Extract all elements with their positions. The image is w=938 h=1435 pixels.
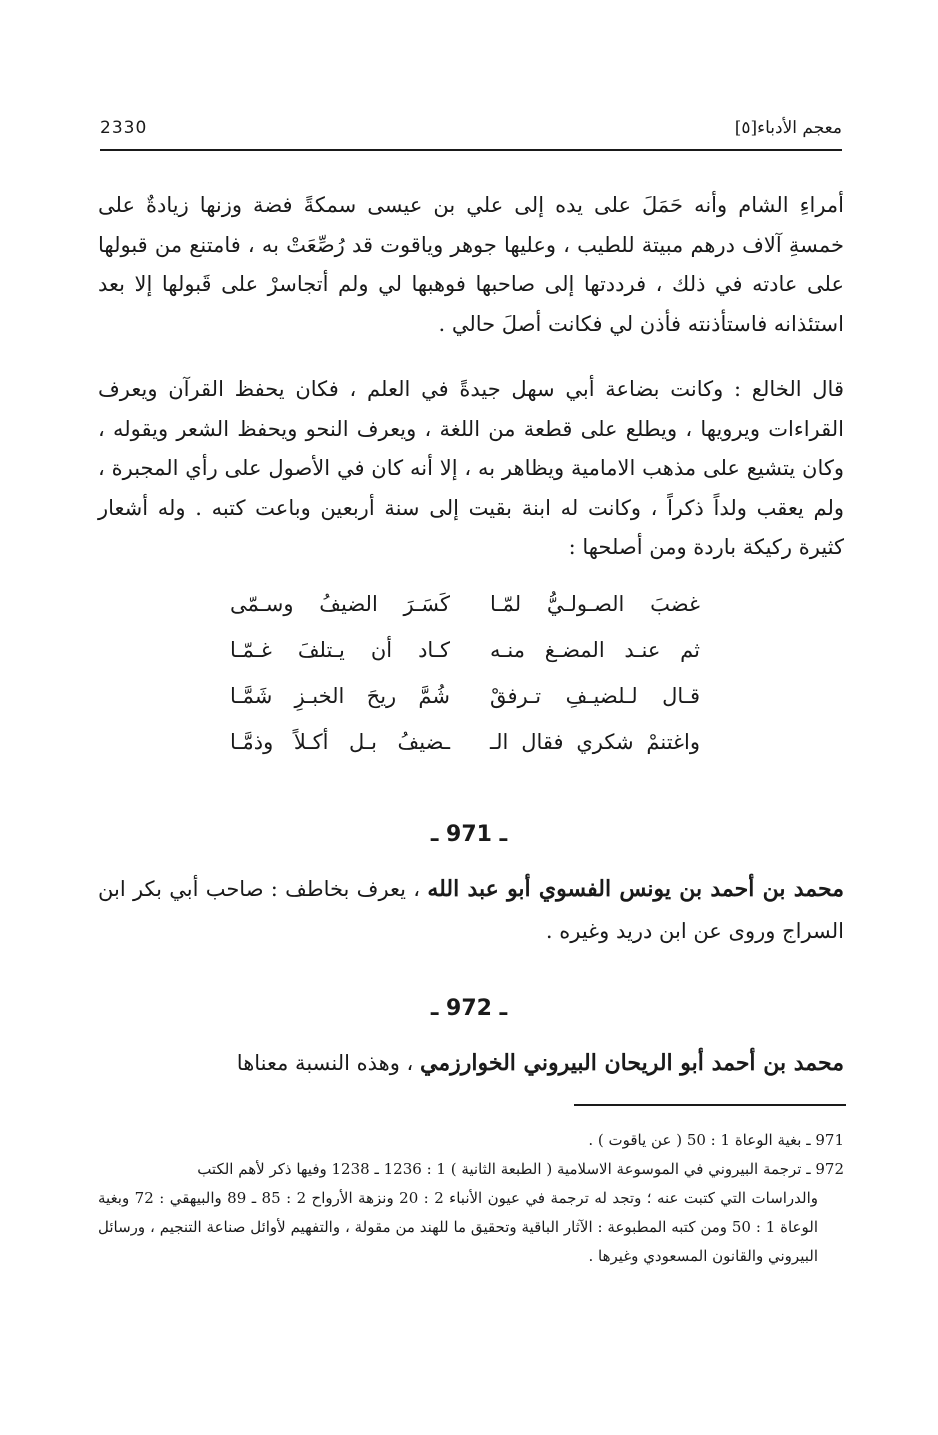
footnote-rule: [574, 1104, 846, 1106]
verse-first-hemistich: غضبَ الصـولـيُّ لمّـا: [490, 592, 700, 616]
book-title: معجم الأدباء[٥]: [734, 118, 842, 138]
footnote-continuation: والدراسات التي كتبت عنه ؛ وتجد له ترجمة في عيون الأنباء 2 : 20 ونزهة الأرواح 2 : 85 ـ 89 والبيهقي : 72 وبغية الوعاة 1 : 50 ومن كتبه المطبوعة : الآثار الباقية وتحقيق ما للهند من مقولة ، والتفهيم لأوائل صناعة التنجيم ، ورسائل البيروني والقانون المسعودي وغيرها .: [98, 1189, 819, 1265]
footnote-text: 972 ـ ترجمة البيروني في الموسوعة الاسلامية ( الطبعة الثانية ) 1 : 1236 ـ 1238 وفيها ذكر لأهم الكتب: [197, 1160, 844, 1178]
entry-number: ـ 971 ـ: [430, 822, 508, 847]
poem: [230, 592, 700, 776]
body-paragraph: قال الخالع : وكانت بضاعة أبي سهل جيدةً في العلم ، فكان يحفظ القرآن ويعرف القراءات ويرويها ، ويطلع على قطعة من اللغة ، ويعرف النحو ويحفظ الشعر ويقوله ، وكان يتشيع على مذهب الامامية ويظاهر به ، إلا أنه كان في الأصول على رأي المجبرة ، ولم يعقب ولداً ذكراً ، وكانت له ابنة بقيت إلى سنة أربعين وباعت كتبه . وله أشعار كثيرة ركيكة باردة ومن أصلحها :: [98, 377, 844, 559]
verse-second-hemistich: كـاد أن يـتلفَ غـمّـا: [230, 638, 450, 662]
page-number: 2330: [100, 118, 148, 138]
footnote: [98, 1155, 844, 1271]
body-paragraph: أمراءِ الشام وأنه حَمَلَ على يده إلى علي بن عيسى سمكةً فضة وزنها زيادةٌ على خمسةِ آلاف درهم مبيتة للطيب ، وعليها جوهر وياقوت قد رُصِّعَتْ به ، فامتنع من قبولها على عادته في ذلك ، فرددتها إلى صاحبها فوهبها لي ولم أتجاسرْ على قَبولها إلا بعد استئذانه فاستأذنته فأذن لي فكانت أصلَ حالي .: [98, 193, 844, 336]
entry-name: محمد بن أحمد أبو الريحان البيروني الخوارزمي: [420, 1050, 844, 1076]
entry-number: ـ 972 ـ: [430, 996, 508, 1021]
header-rule: [100, 149, 842, 151]
poem-verse: [230, 638, 700, 684]
verse-second-hemistich: كَسَـرَ الضيفُ وسـمّى: [230, 592, 450, 616]
verse-first-hemistich: واغتنمْ شكري فقال الـ: [490, 730, 700, 754]
verse-first-hemistich: ثم عنـد المضـغ منـه: [490, 638, 700, 662]
entry-text: ، وهذه النسبة معناها: [236, 1051, 414, 1075]
verse-second-hemistich: ـضيفُ بـل أكـلاً وذمَّـا: [230, 730, 450, 754]
entry-972: [98, 1042, 844, 1084]
verse-second-hemistich: شُمَّ ريحَ الخبـزِ شَمَّـا: [230, 684, 450, 708]
entry-text: ، يعرف بخاطف : صاحب أبي بكر ابن السراج وروى عن ابن دريد وغيره .: [98, 877, 844, 943]
poem-verse: [230, 730, 700, 776]
entry-name: محمد بن أحمد بن يونس الفسوي أبو عبد الله: [427, 876, 844, 902]
running-header: [100, 118, 842, 144]
footnotes: [98, 1126, 844, 1271]
footnote-text: 971 ـ بغية الوعاة 1 : 50 ( عن ياقوت ) .: [588, 1131, 844, 1149]
entry-971: [98, 868, 844, 952]
poem-verse: [230, 684, 700, 730]
poem-verse: [230, 592, 700, 638]
footnote: [98, 1126, 844, 1155]
verse-first-hemistich: قـال لـلضيـفِ تـرفقْ: [490, 684, 700, 708]
